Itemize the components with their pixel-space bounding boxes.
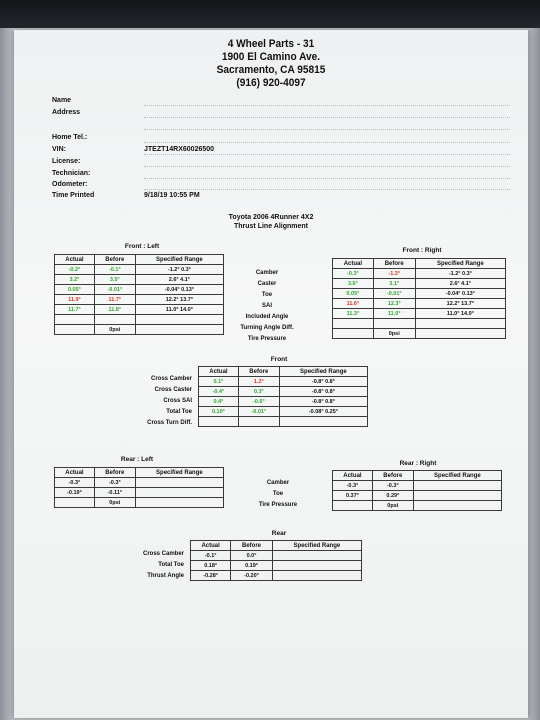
front-right-title: Front : Right: [402, 247, 442, 254]
cell-spec: -0.04° 0.13°: [415, 289, 505, 299]
tire-pressure-cell: 0psi: [373, 329, 415, 339]
vin-value: JTEZT14RX60026500: [144, 146, 215, 153]
table-row: [199, 397, 368, 407]
col-actual: Actual: [55, 255, 95, 265]
cell-spec: [413, 491, 501, 501]
front-cross-label: Cross SAI: [163, 398, 192, 404]
col-before: Before: [94, 255, 135, 265]
cell-actual: 11.6°: [333, 299, 374, 309]
rear-left-table: [54, 467, 224, 508]
field-line-vin: [144, 154, 510, 155]
col-actual: Actual: [191, 541, 231, 551]
cell-before: 0.29°: [372, 491, 413, 501]
cell-spec: 2.6° 4.1°: [415, 279, 505, 289]
cell-actual: 0.05°: [333, 289, 374, 299]
field-label-odometer: Odometer:: [52, 181, 88, 188]
col-actual: Actual: [333, 471, 373, 481]
col-before: Before: [238, 367, 279, 377]
shop-name: 4 Wheel Parts - 31: [227, 38, 315, 50]
cell-before: -0.11°: [94, 488, 135, 498]
cell-before: [94, 315, 135, 325]
cell-actual: -0.3°: [55, 478, 95, 488]
table-row: [333, 299, 506, 309]
cell-before: 0.0°: [231, 551, 272, 561]
table-row: [199, 417, 368, 427]
table-row: [333, 269, 506, 279]
field-label-home-tel: Home Tel.:: [52, 134, 88, 141]
shop-city: Sacramento, CA 95815: [216, 64, 326, 76]
table-row: [333, 481, 502, 491]
table-row: [55, 305, 224, 315]
rear-cross-title: Rear: [271, 530, 287, 537]
front-label-caster: Caster: [257, 281, 277, 287]
front-cross-table: [198, 366, 368, 427]
cell-actual: 0.1°: [199, 377, 239, 387]
cell-actual: [55, 325, 95, 335]
rear-label-camber: Camber: [266, 480, 290, 486]
cell-actual: [333, 319, 374, 329]
table-row: [333, 289, 506, 299]
front-right-table: [332, 258, 506, 339]
field-line-home-tel: [144, 142, 510, 143]
cell-spec: -1.2° 0.3°: [135, 265, 223, 275]
front-label-turning-angle-diff: Turning Angle Diff.: [240, 325, 294, 331]
cell-before: -0.3°: [372, 481, 413, 491]
table-row: [333, 279, 506, 289]
cell-spec: 11.0° 14.0°: [135, 305, 223, 315]
cell-actual: 11.9°: [55, 295, 95, 305]
front-label-sai: SAI: [261, 303, 272, 309]
cell-spec: [272, 561, 361, 571]
col-spec: Specified Range: [413, 471, 501, 481]
cell-before: -0.6°: [238, 397, 279, 407]
rear-left-title: Rear : Left: [120, 456, 154, 463]
monitor-bezel: [0, 0, 540, 30]
cell-spec: [135, 488, 223, 498]
cell-actual: 0.18°: [191, 561, 231, 571]
table-row: [333, 319, 506, 329]
front-label-camber: Camber: [255, 270, 279, 276]
cell-before: -0.01°: [373, 289, 415, 299]
tire-pressure-cell: 0psi: [94, 325, 135, 335]
rear-cross-label: Cross Camber: [142, 551, 184, 557]
field-line-address: [144, 117, 510, 118]
cell-actual: 0.10°: [199, 407, 239, 417]
col-actual: Actual: [199, 367, 239, 377]
cell-before: 3.1°: [373, 279, 415, 289]
table-row: [199, 407, 368, 417]
col-before: Before: [373, 259, 415, 269]
cell-before: 3.5°: [94, 275, 135, 285]
col-actual: Actual: [333, 259, 374, 269]
cell-spec: -1.2° 0.3°: [415, 269, 505, 279]
table-row: [333, 329, 506, 339]
shop-street: 1900 El Camino Ave.: [221, 51, 321, 63]
col-before: Before: [94, 468, 135, 478]
table-row: [333, 491, 502, 501]
front-label-included-angle: Included Angle: [245, 314, 289, 320]
cell-actual: 3.6°: [333, 279, 374, 289]
table-row: [199, 387, 368, 397]
cell-actual: [333, 329, 374, 339]
col-before: Before: [231, 541, 272, 551]
rear-label-tire-pressure: Tire Pressure: [258, 502, 298, 508]
table-row: [55, 315, 224, 325]
cell-spec: -0.08° 0.25°: [279, 407, 367, 417]
table-row: [55, 325, 224, 335]
cell-spec: [135, 478, 223, 488]
field-label-license: License:: [52, 158, 81, 165]
cell-actual: -0.2°: [55, 265, 95, 275]
cell-before: 0.3°: [238, 387, 279, 397]
field-label-technician: Technician:: [52, 170, 91, 177]
cell-before: 1.2°: [238, 377, 279, 387]
cell-spec: [415, 319, 505, 329]
col-spec: Specified Range: [272, 541, 361, 551]
cell-actual: [55, 315, 95, 325]
alignment-report-page: [14, 30, 528, 718]
cell-spec: -0.8° 0.8°: [279, 377, 367, 387]
cell-actual: -0.19°: [55, 488, 95, 498]
cell-actual: 0.37°: [333, 491, 373, 501]
col-spec: Specified Range: [135, 255, 223, 265]
front-cross-title: Front: [270, 356, 288, 363]
cell-spec: [135, 325, 223, 335]
field-line-license: [144, 166, 510, 167]
table-row: [55, 478, 224, 488]
cell-actual: -0.3°: [333, 269, 374, 279]
field-line-name: [144, 105, 510, 106]
time-printed-value: 9/18/19 10:55 PM: [144, 192, 200, 199]
front-cross-label: Cross Camber: [150, 376, 192, 382]
table-row: [55, 498, 224, 508]
field-line-address-2: [144, 129, 510, 130]
cell-actual: 0.4°: [199, 397, 239, 407]
cell-spec: -0.04° 0.13°: [135, 285, 223, 295]
table-row: [55, 295, 224, 305]
cell-before: 0.19°: [231, 561, 272, 571]
tire-pressure-cell: 0psi: [94, 498, 135, 508]
cell-actual: [199, 417, 239, 427]
col-spec: Specified Range: [415, 259, 505, 269]
cell-actual: [55, 498, 95, 508]
field-line-technician: [144, 178, 510, 179]
field-label-vin: VIN:: [52, 146, 66, 153]
cell-actual: [333, 501, 373, 511]
cell-actual: 0.05°: [55, 285, 95, 295]
table-row: [55, 285, 224, 295]
col-actual: Actual: [55, 468, 95, 478]
cell-before: 11.0°: [373, 309, 415, 319]
rear-cross-table: [190, 540, 362, 581]
cell-spec: [272, 571, 361, 581]
cell-actual: 11.3°: [333, 309, 374, 319]
cell-actual: -0.28°: [191, 571, 231, 581]
cell-spec: [272, 551, 361, 561]
table-row: [199, 377, 368, 387]
table-row: [191, 551, 362, 561]
cell-spec: [413, 501, 501, 511]
cell-before: -1.3°: [373, 269, 415, 279]
tire-pressure-cell: 0psi: [372, 501, 413, 511]
table-row: [55, 275, 224, 285]
table-row: [333, 309, 506, 319]
rear-right-table: [332, 470, 502, 511]
front-label-toe: Toe: [261, 292, 273, 298]
rear-cross-label: Thrust Angle: [147, 573, 184, 579]
front-cross-label: Cross Turn Diff.: [147, 420, 192, 426]
rear-cross-label: Total Toe: [158, 562, 184, 568]
table-row: [191, 571, 362, 581]
cell-before: 11.7°: [94, 295, 135, 305]
cell-actual: -0.1°: [191, 551, 231, 561]
table-row: [55, 488, 224, 498]
field-line-odometer: [144, 189, 510, 190]
cell-actual: -0.4°: [199, 387, 239, 397]
table-row: [191, 561, 362, 571]
cell-before: -0.01°: [238, 407, 279, 417]
cell-before: -0.20°: [231, 571, 272, 581]
col-spec: Specified Range: [135, 468, 223, 478]
col-spec: Specified Range: [279, 367, 367, 377]
field-label-name: Name: [52, 97, 72, 104]
table-row: [55, 265, 224, 275]
cell-actual: -0.3°: [333, 481, 373, 491]
field-label-time-printed: Time Printed: [52, 192, 95, 199]
shop-phone: (916) 920-4097: [236, 77, 306, 89]
cell-before: 11.8°: [94, 305, 135, 315]
cell-spec: [415, 329, 505, 339]
cell-spec: [413, 481, 501, 491]
cell-before: -0.1°: [94, 265, 135, 275]
cell-before: [373, 319, 415, 329]
cell-spec: -0.8° 0.8°: [279, 397, 367, 407]
rear-label-toe: Toe: [272, 491, 284, 497]
vehicle-model: Toyota 2006 4Runner 4X2: [228, 214, 314, 221]
front-cross-label: Cross Caster: [154, 387, 192, 393]
field-label-address: Address: [52, 109, 81, 116]
cell-actual: 11.7°: [55, 305, 95, 315]
alignment-type: Thrust Line Alignment: [233, 223, 309, 230]
cell-before: -0.01°: [94, 285, 135, 295]
table-row: [333, 501, 502, 511]
rear-right-title: Rear : Right: [399, 460, 437, 467]
front-left-table: [54, 254, 224, 335]
cell-spec: [135, 315, 223, 325]
front-left-title: Front : Left: [124, 243, 160, 250]
cell-spec: 12.2° 13.7°: [415, 299, 505, 309]
col-before: Before: [372, 471, 413, 481]
cell-spec: 2.6° 4.1°: [135, 275, 223, 285]
cell-spec: 11.0° 14.0°: [415, 309, 505, 319]
cell-before: 12.3°: [373, 299, 415, 309]
front-label-tire-pressure: Tire Pressure: [247, 336, 287, 342]
cell-spec: -0.8° 0.8°: [279, 387, 367, 397]
cell-before: [238, 417, 279, 427]
cell-spec: [135, 498, 223, 508]
cell-spec: [279, 417, 367, 427]
cell-actual: 3.2°: [55, 275, 95, 285]
front-cross-label: Total Toe: [166, 409, 192, 415]
cell-before: -0.3°: [94, 478, 135, 488]
cell-spec: 12.2° 13.7°: [135, 295, 223, 305]
